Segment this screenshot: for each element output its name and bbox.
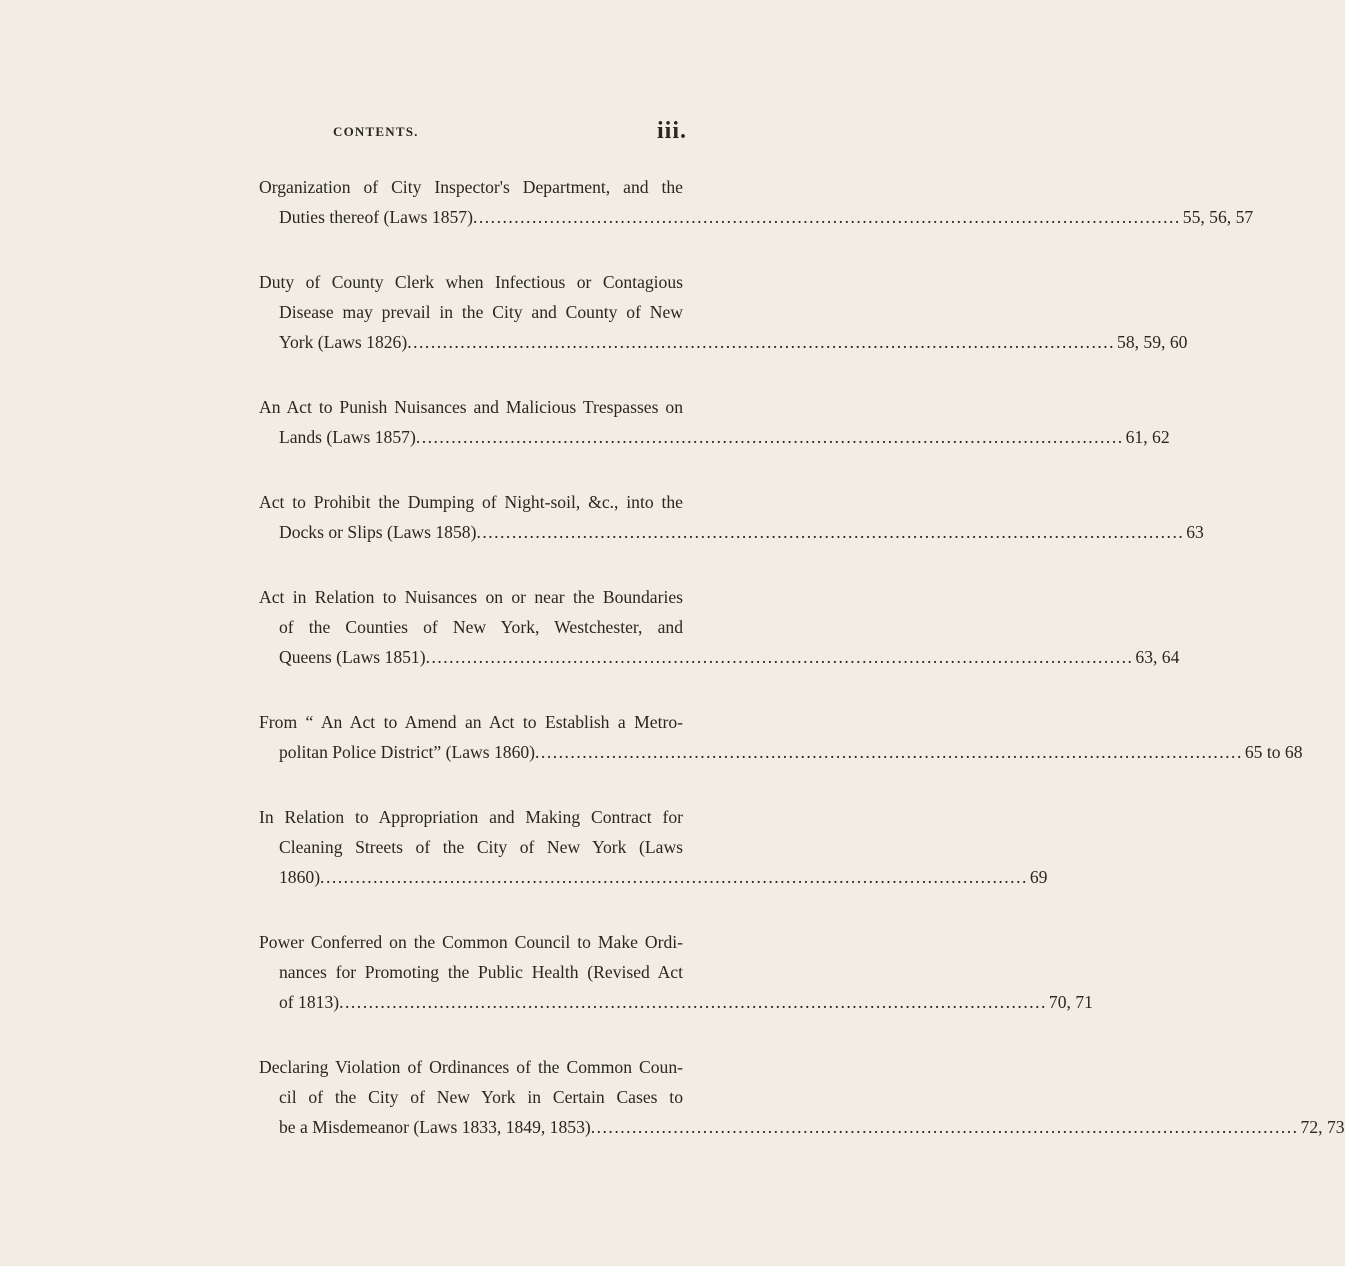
page-number: iii. <box>657 118 688 144</box>
entry-last-line <box>259 642 1180 672</box>
entry-line: of the Counties of New York, Westchester, and <box>279 617 683 637</box>
entry-last-line <box>259 862 1048 892</box>
entry-page-numbers: 55, 56, 57 <box>1182 207 1254 227</box>
contents-entry <box>259 582 1180 672</box>
entry-page-numbers: 65 to 68 <box>1244 742 1303 762</box>
entry-page-numbers: 61, 62 <box>1125 427 1170 447</box>
entry-line: Act to Prohibit the Dumping of Night-soil, &c., into the <box>259 492 683 512</box>
contents-entry <box>259 267 1188 357</box>
contents-entry <box>259 707 1303 767</box>
running-header <box>0 118 801 148</box>
contents-entry <box>259 487 1204 547</box>
contents-entry <box>259 1052 1345 1142</box>
entry-line: Power Conferred on the Common Council to Make Ordi- <box>259 932 683 952</box>
entry-page-numbers: 63, 64 <box>1135 647 1180 667</box>
entry-last-line <box>259 517 1204 547</box>
entry-citation: politan Police District” (Laws 1860) <box>279 742 536 762</box>
entry-line: An Act to Punish Nuisances and Malicious Trespasses on <box>259 397 683 417</box>
contents-entry <box>259 172 1254 232</box>
entry-line: Disease may prevail in the City and County of New <box>279 302 683 322</box>
entry-page-numbers: 63 <box>1186 522 1204 542</box>
dot-leader: ........................................................................................................................ <box>590 1117 1299 1137</box>
entry-line: Organization of City Inspector's Department, and the <box>259 177 683 197</box>
entry-last-line <box>259 987 1093 1017</box>
dot-leader: ........................................................................................................................ <box>425 647 1134 667</box>
entry-citation: Duties thereof (Laws 1857) <box>279 207 473 227</box>
entry-citation: Lands (Laws 1857) <box>279 427 416 447</box>
dot-leader: ........................................................................................................................ <box>415 427 1124 447</box>
contents-entry <box>259 392 1170 452</box>
entry-last-line <box>259 327 1188 357</box>
entry-line: cil of the City of New York in Certain Cases to <box>279 1087 683 1107</box>
contents-list <box>259 172 1345 1177</box>
entry-citation: Queens (Laws 1851) <box>279 647 426 667</box>
page-title: CONTENTS. <box>333 124 419 139</box>
dot-leader: ........................................................................................................................ <box>320 867 1028 887</box>
entry-page-numbers: 69 <box>1029 867 1048 887</box>
entry-page-numbers: 72, 73 <box>1300 1117 1345 1137</box>
entry-line: From “ An Act to Amend an Act to Establish a Metro- <box>259 712 683 732</box>
entry-line: Cleaning Streets of the City of New York (Laws <box>279 837 683 857</box>
entry-citation: be a Misdemeanor (Laws 1833, 1849, 1853) <box>279 1117 591 1137</box>
dot-leader: ........................................................................................................................ <box>339 992 1047 1012</box>
contents-entry <box>259 802 1048 892</box>
entry-page-numbers: 70, 71 <box>1048 992 1093 1012</box>
entry-last-line <box>259 1112 1345 1142</box>
entry-line: Act in Relation to Nuisances on or near the Boundaries <box>259 587 683 607</box>
dot-leader: ........................................................................................................................ <box>535 742 1243 762</box>
entry-last-line <box>259 422 1170 452</box>
entry-citation: York (Laws 1826) <box>279 332 408 352</box>
contents-entry <box>259 927 1093 1017</box>
entry-last-line <box>259 737 1303 767</box>
entry-line: nances for Promoting the Public Health (Revised Act <box>279 962 683 982</box>
entry-citation: of 1813) <box>279 992 340 1012</box>
dot-leader: ........................................................................................................................ <box>472 207 1181 227</box>
dot-leader: ........................................................................................................................ <box>476 522 1185 542</box>
entry-last-line <box>259 202 1254 232</box>
dot-leader: ........................................................................................................................ <box>407 332 1116 352</box>
entry-citation: 1860) <box>279 867 321 887</box>
entry-line: Declaring Violation of Ordinances of the Common Coun- <box>259 1057 683 1077</box>
entry-page-numbers: 58, 59, 60 <box>1117 332 1188 352</box>
entry-line: In Relation to Appropriation and Making Contract for <box>259 807 683 827</box>
entry-line: Duty of County Clerk when Infectious or Contagious <box>259 272 683 292</box>
entry-citation: Docks or Slips (Laws 1858) <box>279 522 477 542</box>
